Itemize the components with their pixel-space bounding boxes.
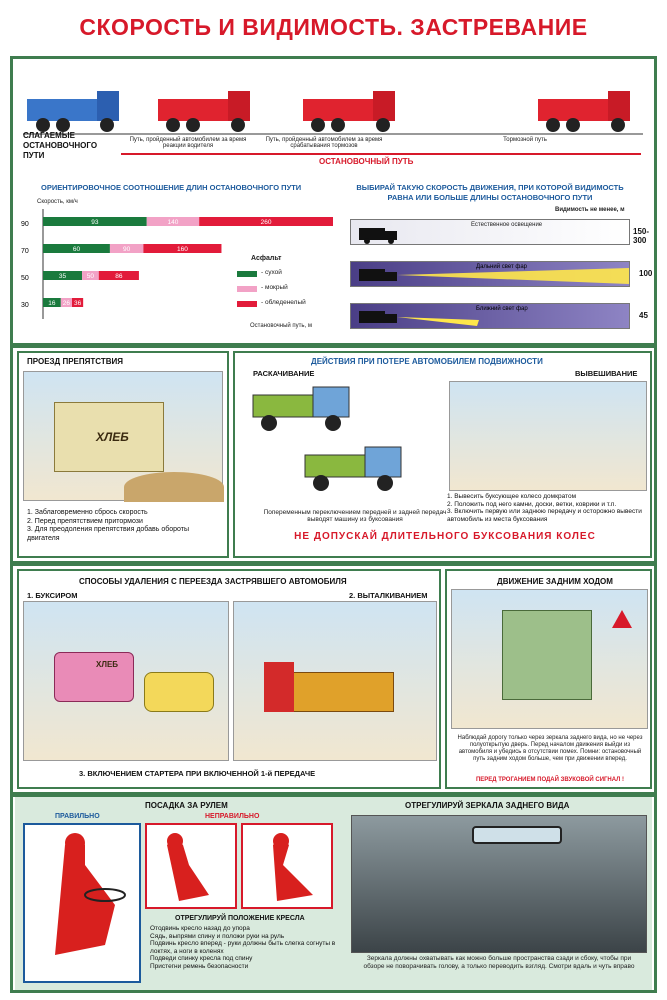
visibility-header: Видимость не менее, м (555, 207, 625, 213)
visibility-title: ВЫБИРАЙ ТАКУЮ СКОРОСТЬ ДВИЖЕНИЯ, ПРИ КОТОРОЙ ВИДИМОСТЬ РАВНА ИЛИ БОЛЬШЕ ДЛИНЫ ОСТАНОВОЧНОГО ПУТИ (356, 183, 624, 202)
loss-panel (233, 351, 652, 558)
stopping-section (15, 61, 652, 346)
towing-illustration (23, 601, 229, 761)
method-push: 2. ВЫТАЛКИВАНИЕМ (349, 591, 428, 600)
chart-title: ОРИЕНТИРОВОЧНОЕ СООТНОШЕНИЕ ДЛИН ОСТАНОВОЧНОГО ПУТИ (41, 183, 302, 192)
segment-brakes: Путь, пройденный автомобилем за время срабатывания тормозов (265, 137, 383, 149)
legend-label: - мокрый (261, 284, 288, 291)
adjust-list (150, 925, 340, 970)
data-label: 93 (91, 219, 99, 226)
mirrors-illustration (351, 815, 647, 953)
obstacle-panel (17, 351, 229, 558)
legend-swatch (237, 271, 257, 277)
rocking-text: Попеременным переключением передней и задней передач выводят машину из буксования (263, 509, 447, 523)
rocking-label: РАСКАЧИВАНИЕ (253, 369, 315, 378)
seat-wrong-2 (241, 823, 333, 909)
loss-title: ДЕЙСТВИЯ ПРИ ПОТЕРЕ АВТОМОБИЛЕМ ПОДВИЖНОСТИ (311, 357, 543, 366)
divider (13, 561, 654, 566)
rear-mirror (472, 826, 562, 844)
list-item: Подведи спинку кресла под спину (150, 955, 253, 962)
tick-label: 50 (21, 275, 29, 282)
visibility-value: 45 (639, 311, 648, 320)
obstacle-illustration (23, 371, 223, 501)
visibility-row-low-beam (350, 303, 630, 329)
legend-title: Асфальт (251, 255, 282, 262)
stopping-arrow (121, 153, 641, 155)
truck-icon (538, 91, 630, 132)
truck-icon (359, 226, 403, 244)
data-label: 160 (176, 246, 188, 253)
data-label: 86 (115, 273, 123, 280)
seat-wrong-1 (145, 823, 237, 909)
list-item: 1. Вывесить буксующее колесо домкратом (447, 493, 577, 500)
segment-reaction: Путь, пройденный автомобилем за время реакции водителя (129, 137, 247, 149)
correct-label: ПРАВИЛЬНО (55, 813, 100, 820)
truck-label: ХЛЕБ (96, 660, 119, 669)
obstacle-list (27, 509, 223, 543)
method-starter: 3. ВКЛЮЧЕНИЕМ СТАРТЕРА ПРИ ВКЛЮЧЕННОЙ 1-й ПЕРЕДАЧЕ (79, 769, 316, 778)
adjust-title: ОТРЕГУЛИРУЙ ПОЛОЖЕНИЕ КРЕСЛА (175, 915, 305, 922)
driver-figure (243, 825, 331, 907)
segment-braking: Тормозной путь (503, 137, 547, 143)
truck-icon (158, 91, 250, 132)
chart-ylabel: Скорость, км/ч (37, 199, 78, 205)
wrong-label: НЕПРАВИЛЬНО (205, 813, 260, 820)
method-tow: 1. БУКСИРОМ (27, 591, 78, 600)
legend-label: - сухой (261, 269, 282, 276)
data-label: 50 (86, 273, 95, 280)
data-label: 60 (72, 246, 81, 253)
pushing-illustration (233, 601, 437, 761)
mirrors-text: Зеркала должны охватывать как можно больше пространства сзади и сбоку, чтобы при обзоре не поворачивать голову, а только переводить взгляд. Смотри вдаль и чуть вправо (363, 955, 635, 970)
data-label: 35 (58, 273, 67, 280)
page-title: СКОРОСТЬ И ВИДИМОСТЬ. ЗАСТРЕВАНИЕ (79, 14, 588, 40)
seating-title: ПОСАДКА ЗА РУЛЕМ (145, 801, 228, 810)
headlight-beam (359, 308, 539, 328)
headlight-beam (359, 266, 629, 286)
hanging-label: ВЫВЕШИВАНИЕ (575, 369, 638, 378)
data-label: 26 (62, 300, 71, 307)
stopping-label: ОСТАНОВОЧНЫЙ ПУТЬ (315, 157, 417, 166)
list-item: Подвинь кресло вперед - руки должны быть слегка согнуты в локтях, а ноги в коленях (150, 940, 336, 955)
visibility-row-daylight (350, 219, 630, 245)
data-label: 140 (167, 219, 179, 226)
driver-figure (25, 825, 139, 981)
list-item: Отодвинь кресло назад до упора (150, 925, 250, 932)
components-label: СЛАГАЕМЫЕ ОСТАНОВОЧНОГО ПУТИ (23, 131, 98, 160)
green-truck (502, 610, 592, 700)
tick-label: 90 (21, 221, 29, 228)
truck-row-illustration (23, 79, 643, 139)
divider (13, 343, 654, 348)
list-item: Сядь, выпрями спину и положи руки на руль (150, 932, 285, 940)
list-item: 2. Перед препятствием притормози (27, 517, 143, 525)
bump (124, 472, 224, 502)
stopping-chart (17, 207, 337, 325)
visibility-row-label: Ближний свет фар (476, 306, 528, 312)
hanging-illustration (449, 381, 647, 491)
driver-figure (147, 825, 235, 907)
visibility-value: 150-300 (633, 227, 650, 245)
tick-label: 70 (21, 248, 29, 255)
reverse-warning: ПЕРЕД ТРОГАНИЕМ ПОДАЙ ЗВУКОВОЙ СИГНАЛ ! (475, 777, 625, 783)
legend-label: - обледенелый (261, 299, 306, 306)
visibility-row-high-beam (350, 261, 630, 287)
data-label: 36 (73, 300, 82, 307)
bottom-section (15, 797, 652, 990)
reverse-panel (445, 569, 652, 789)
cab (264, 662, 294, 712)
reverse-text: Наблюдай дорогу только через зеркала заднего вида, но не через полуоткрытую дверь. Перед началом движения выйди из автомобиля и убедись в отсутствии помех. Помни: остановочный путь задним ходом больше, чем при движении вперед. (457, 735, 643, 762)
mirrors-title: ОТРЕГУЛИРУЙ ЗЕРКАЛА ЗАДНЕГО ВИДА (405, 801, 570, 810)
reverse-title: ДВИЖЕНИЕ ЗАДНИМ ХОДОМ (497, 577, 613, 586)
truck-icon (27, 91, 119, 132)
truck-label: ХЛЕБ (96, 430, 129, 444)
data-label: 90 (123, 246, 131, 253)
data-label: 16 (48, 300, 56, 307)
list-item: 3. Для преодоления препятствия добавь обороты двигателя (27, 526, 190, 542)
yellow-car (144, 672, 214, 712)
list-item: 3. Включить первую или заднюю передачу и осторожно вывести автомобиль из места буксования (447, 508, 642, 523)
wheelspin-warning: НЕ ДОПУСКАЙ ДЛИТЕЛЬНОГО БУКСОВАНИЯ КОЛЕС (294, 531, 596, 542)
poster-frame (10, 56, 657, 993)
triangle-sign (612, 610, 632, 628)
visibility-row-label: Естественное освещение (471, 222, 543, 228)
chart-xlabel: Остановочный путь, м (250, 323, 313, 329)
crossing-panel (17, 569, 441, 789)
visibility-value: 100 (639, 269, 653, 278)
visibility-row-label: Дальний свет фар (476, 264, 527, 270)
rocking-illustration (245, 383, 435, 503)
list-item: 1. Заблаговременно сбрось скорость (27, 509, 148, 516)
list-item: 2. Положить под него камни, доски, ветки, коврики и т.п. (447, 500, 617, 508)
list-item: Пристегни ремень безопасности (150, 962, 249, 970)
reverse-illustration (451, 589, 648, 729)
truck-icon (303, 91, 395, 132)
hanging-list (447, 493, 647, 523)
obstacle-title: ПРОЕЗД ПРЕПЯТСТВИЯ (27, 357, 124, 366)
crossing-title: СПОСОБЫ УДАЛЕНИЯ С ПЕРЕЕЗДА ЗАСТРЯВШЕГО АВТОМОБИЛЯ (79, 577, 347, 586)
tick-label: 30 (21, 302, 29, 309)
legend-swatch (237, 286, 257, 292)
data-label: 260 (260, 219, 272, 226)
seat-correct (23, 823, 141, 983)
pink-truck (54, 652, 134, 702)
legend-swatch (237, 301, 257, 307)
